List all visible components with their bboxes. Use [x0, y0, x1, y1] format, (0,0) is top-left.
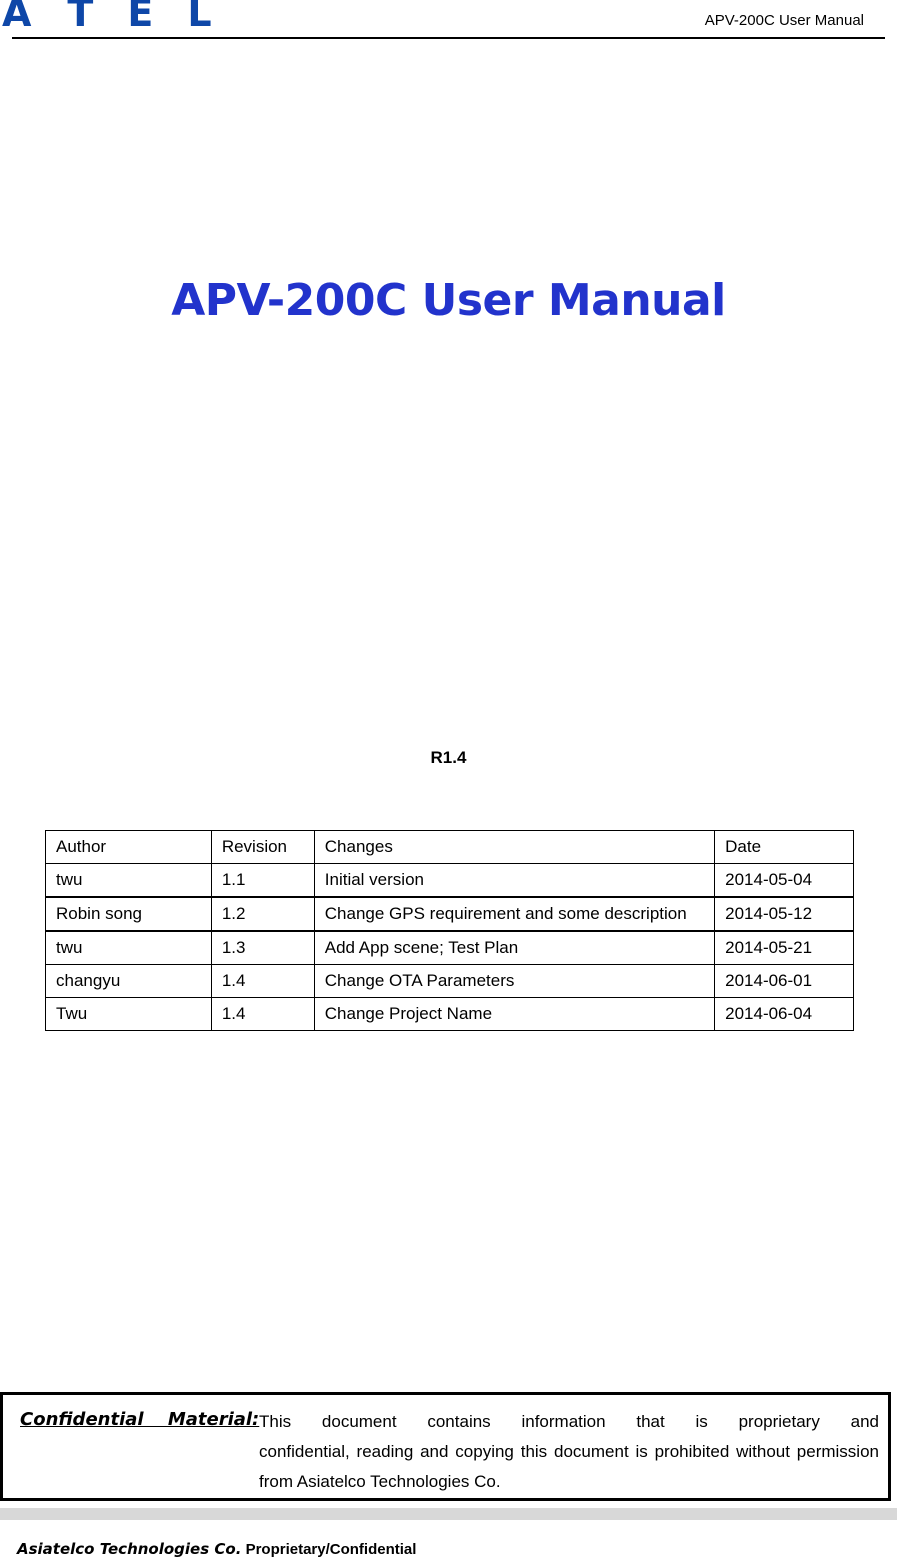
logo-letter-e: E — [127, 0, 154, 35]
confidential-label: Confidential Material: — [20, 1409, 260, 1430]
cell-changes: Change GPS requirement and some description — [314, 897, 714, 931]
confidential-text-line1: This document contains information that is proprietary and — [259, 1412, 879, 1431]
cell-date: 2014-05-12 — [715, 897, 854, 931]
cell-date: 2014-05-21 — [715, 931, 854, 965]
footer-notice: Proprietary/Confidential — [245, 1541, 417, 1558]
confidential-text — [259, 1407, 879, 1497]
revision-label: R1.4 — [430, 748, 467, 767]
cell-author: changyu — [46, 965, 212, 998]
page-footer — [17, 1540, 416, 1558]
table-row — [46, 965, 854, 998]
revision-history-table — [45, 830, 854, 1031]
table-row — [46, 864, 854, 898]
cell-author: Twu — [46, 998, 212, 1031]
cell-author: twu — [46, 931, 212, 965]
header-doc-title: APV-200C User Manual — [704, 12, 864, 29]
cell-revision: 1.3 — [211, 931, 314, 965]
page-title: APV-200C User Manual — [171, 275, 726, 326]
header-date: Date — [715, 831, 854, 864]
cell-revision: 1.1 — [211, 864, 314, 898]
footer-company: Asiatelco Technologies Co. — [17, 1540, 242, 1558]
cell-changes: Initial version — [314, 864, 714, 898]
cell-revision: 1.4 — [211, 965, 314, 998]
table-row — [46, 897, 854, 931]
cell-date: 2014-06-01 — [715, 965, 854, 998]
cell-changes: Add App scene; Test Plan — [314, 931, 714, 965]
atel-logo — [0, 0, 212, 36]
footer-divider-band — [0, 1508, 897, 1520]
header-author: Author — [46, 831, 212, 864]
confidential-text-rest: confidential, reading and copying this document is prohibited without permission from Asiatelco Technologies Co. — [259, 1442, 879, 1491]
cell-revision: 1.2 — [211, 897, 314, 931]
confidential-notice-box — [0, 1392, 891, 1501]
logo-letter-l: L — [187, 0, 212, 35]
cell-date: 2014-05-04 — [715, 864, 854, 898]
cell-changes: Change Project Name — [314, 998, 714, 1031]
cell-author: Robin song — [46, 897, 212, 931]
table-row — [46, 931, 854, 965]
header-revision: Revision — [211, 831, 314, 864]
cell-changes: Change OTA Parameters — [314, 965, 714, 998]
header-changes: Changes — [314, 831, 714, 864]
header-divider — [12, 37, 885, 39]
table-header-row — [46, 831, 854, 864]
logo-letter-t: T — [67, 0, 94, 35]
cell-author: twu — [46, 864, 212, 898]
cell-date: 2014-06-04 — [715, 998, 854, 1031]
cell-revision: 1.4 — [211, 998, 314, 1031]
table-row — [46, 998, 854, 1031]
logo-letter-a: A — [2, 0, 32, 35]
